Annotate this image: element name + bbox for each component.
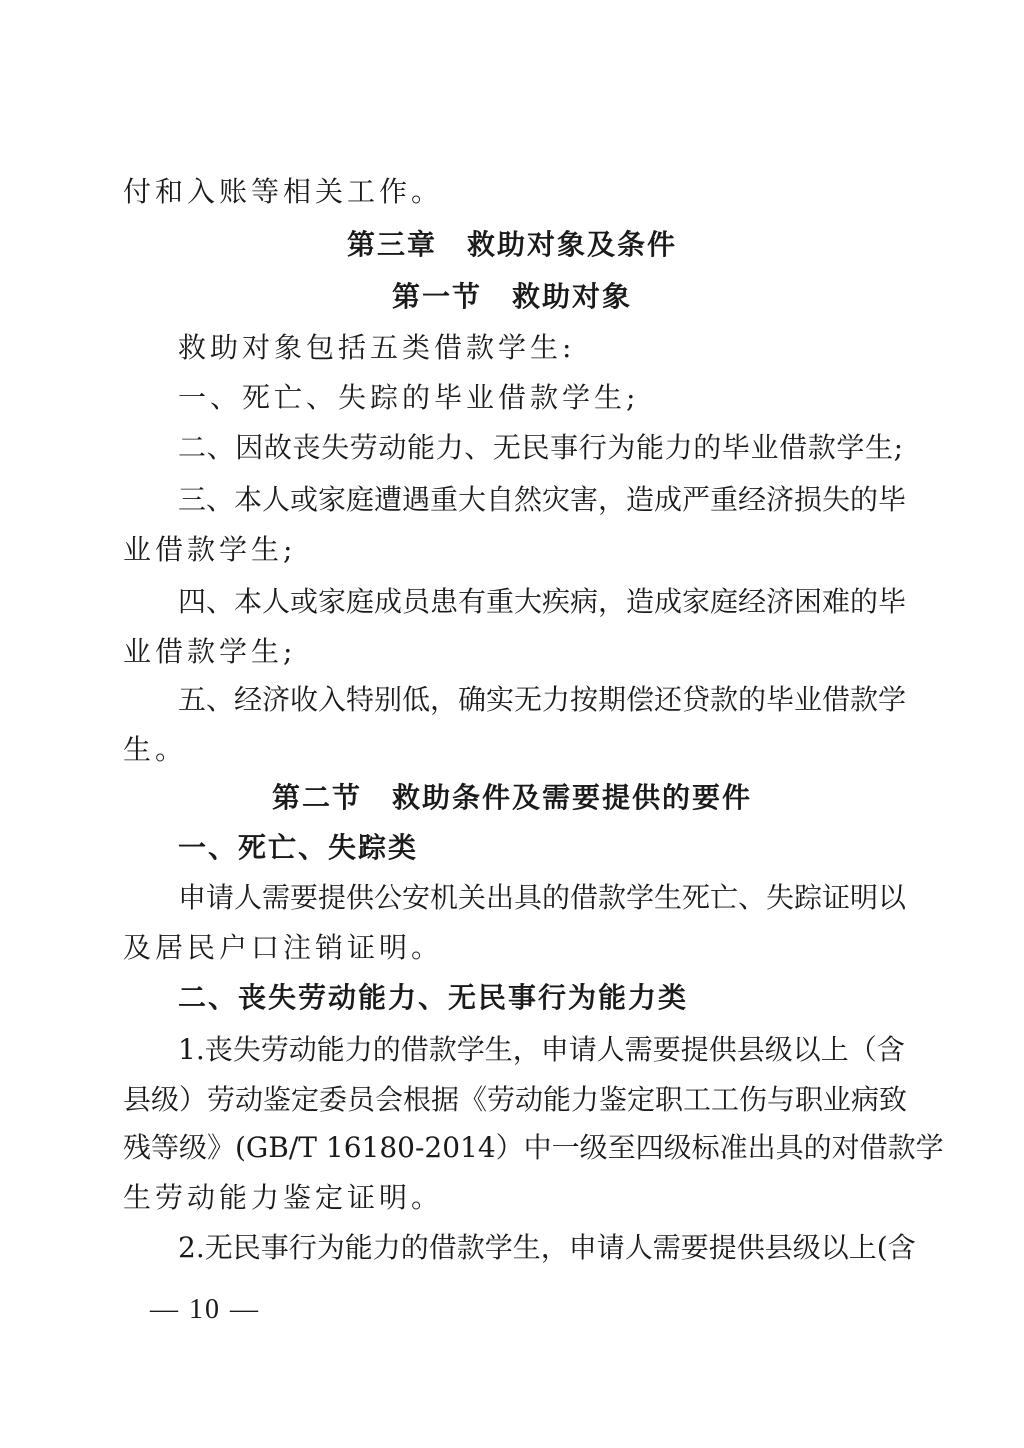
section-heading: 第一节 救助对象 [391,280,632,313]
list-item-5-continued: 生。 [123,733,188,766]
paragraph-line: 残等级》(GB/T 16180-2014）中一级至四级标准出具的对借款学 [123,1131,944,1164]
sub-heading-2: 二、丧失劳动能力、无民事行为能力类 [178,981,689,1014]
paragraph-line: 申请人需要提供公安机关出具的借款学生死亡、失踪证明以 [178,881,907,914]
paragraph-line: 2.无民事行为能力的借款学生，申请人需要提供县级以上(含 [178,1231,916,1264]
paragraph-line: 1.丧失劳动能力的借款学生，申请人需要提供县级以上（含 [178,1033,905,1066]
sub-heading-1: 一、死亡、失踪类 [178,831,419,864]
list-item-4: 四、本人或家庭成员患有重大疾病，造成家庭经济困难的毕 [178,585,907,618]
paragraph-line: 生劳动能力鉴定证明。 [123,1181,444,1214]
chapter-heading: 第三章 救助对象及条件 [346,228,677,261]
section-heading: 第二节 救助条件及需要提供的要件 [271,781,752,814]
list-item-4-continued: 业借款学生; [123,635,297,668]
list-item-5: 五、经济收入特别低，确实无力按期偿还贷款的毕业借款学 [178,683,907,716]
paragraph-line: 救助对象包括五类借款学生: [178,331,576,364]
paragraph-line: 县级）劳动鉴定委员会根据《劳动能力鉴定职工工伤与职业病致 [123,1083,908,1116]
list-item-2: 二、因故丧失劳动能力、无民事行为能力的毕业借款学生; [178,431,903,464]
paragraph-line: 及居民户口注销证明。 [123,931,444,964]
list-item-1: 一、死亡、失踪的毕业借款学生; [178,381,640,414]
list-item-3: 三、本人或家庭遭遇重大自然灾害，造成严重经济损失的毕 [178,483,907,516]
list-item-3-continued: 业借款学生; [123,533,297,566]
paragraph-line: 付和入账等相关工作。 [123,175,444,208]
page-number: — 10 — [150,1294,260,1325]
